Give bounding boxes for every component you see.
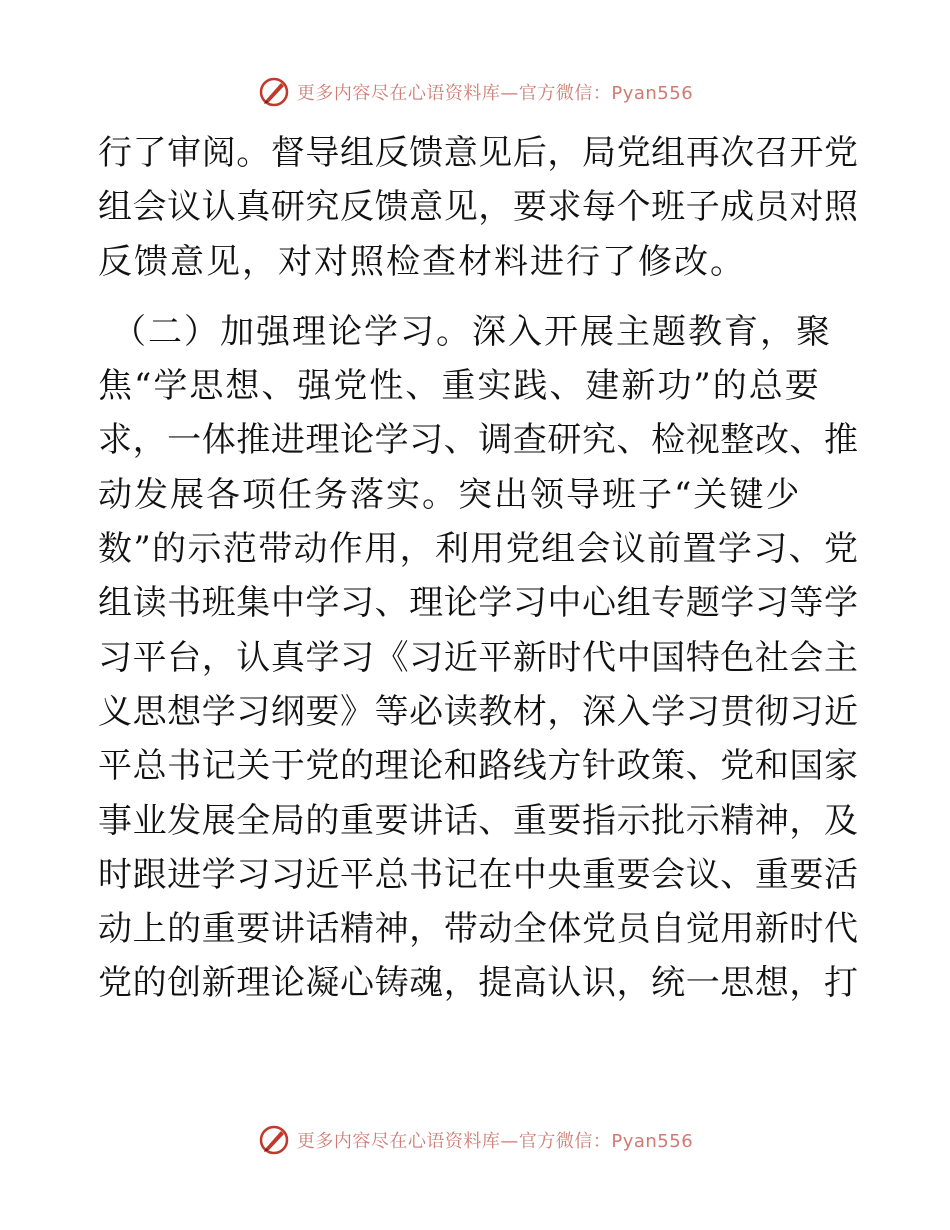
text-line: 焦“学思想、强党性、重实践、建新功”的总要 <box>98 366 821 407</box>
text-line: 求，一体推进理论学习、调查研究、检视整改、推 <box>98 420 858 461</box>
text-line: 反馈意见，对对照检查材料进行了修改。 <box>98 241 746 282</box>
pen-logo-icon <box>257 75 291 109</box>
paragraph-1 <box>98 126 858 289</box>
text-line: 义思想学习纲要》等必读教材，深入学习贯彻习近 <box>98 691 858 732</box>
text-line: 组读书班集中学习、理论学习中心组专题学习等学 <box>98 583 858 624</box>
paragraph-2 <box>98 305 858 1011</box>
text-line: 行了审阅。督导组反馈意见后，局党组再次召开党 <box>98 133 858 173</box>
footer-watermark <box>0 1120 950 1160</box>
pen-logo-icon <box>257 1123 291 1157</box>
text-line: 习平台，认真学习《习近平新时代中国特色社会主 <box>98 637 858 678</box>
text-line: 组会议认真研究反馈意见，要求每个班子成员对照 <box>98 187 858 228</box>
watermark-text: 更多内容尽在心语资料库—官方微信：Pyan556 <box>296 83 694 104</box>
text-line: 数”的示范带动作用，利用党组会议前置学习、党 <box>98 529 858 570</box>
header-watermark <box>0 72 950 112</box>
text-line: 动发展各项任务落实。突出领导班子“关键少 <box>98 474 802 515</box>
text-line: 时跟进学习习近平总书记在中央重要会议、重要活 <box>98 854 858 895</box>
text-line: 动上的重要讲话精神，带动全体党员自觉用新时代 <box>98 909 858 950</box>
text-line: 事业发展全局的重要讲话、重要指示批示精神，及 <box>98 800 858 841</box>
text-line: 党的创新理论凝心铸魂，提高认识，统一思想，打 <box>98 963 858 1004</box>
watermark-text: 更多内容尽在心语资料库—官方微信：Pyan556 <box>296 1131 694 1152</box>
text-line: 平总书记关于党的理论和路线方针政策、党和国家 <box>98 746 858 787</box>
text-line: （二）加强理论学习。深入开展主题教育，聚 <box>112 311 832 352</box>
document-body <box>98 126 858 1011</box>
